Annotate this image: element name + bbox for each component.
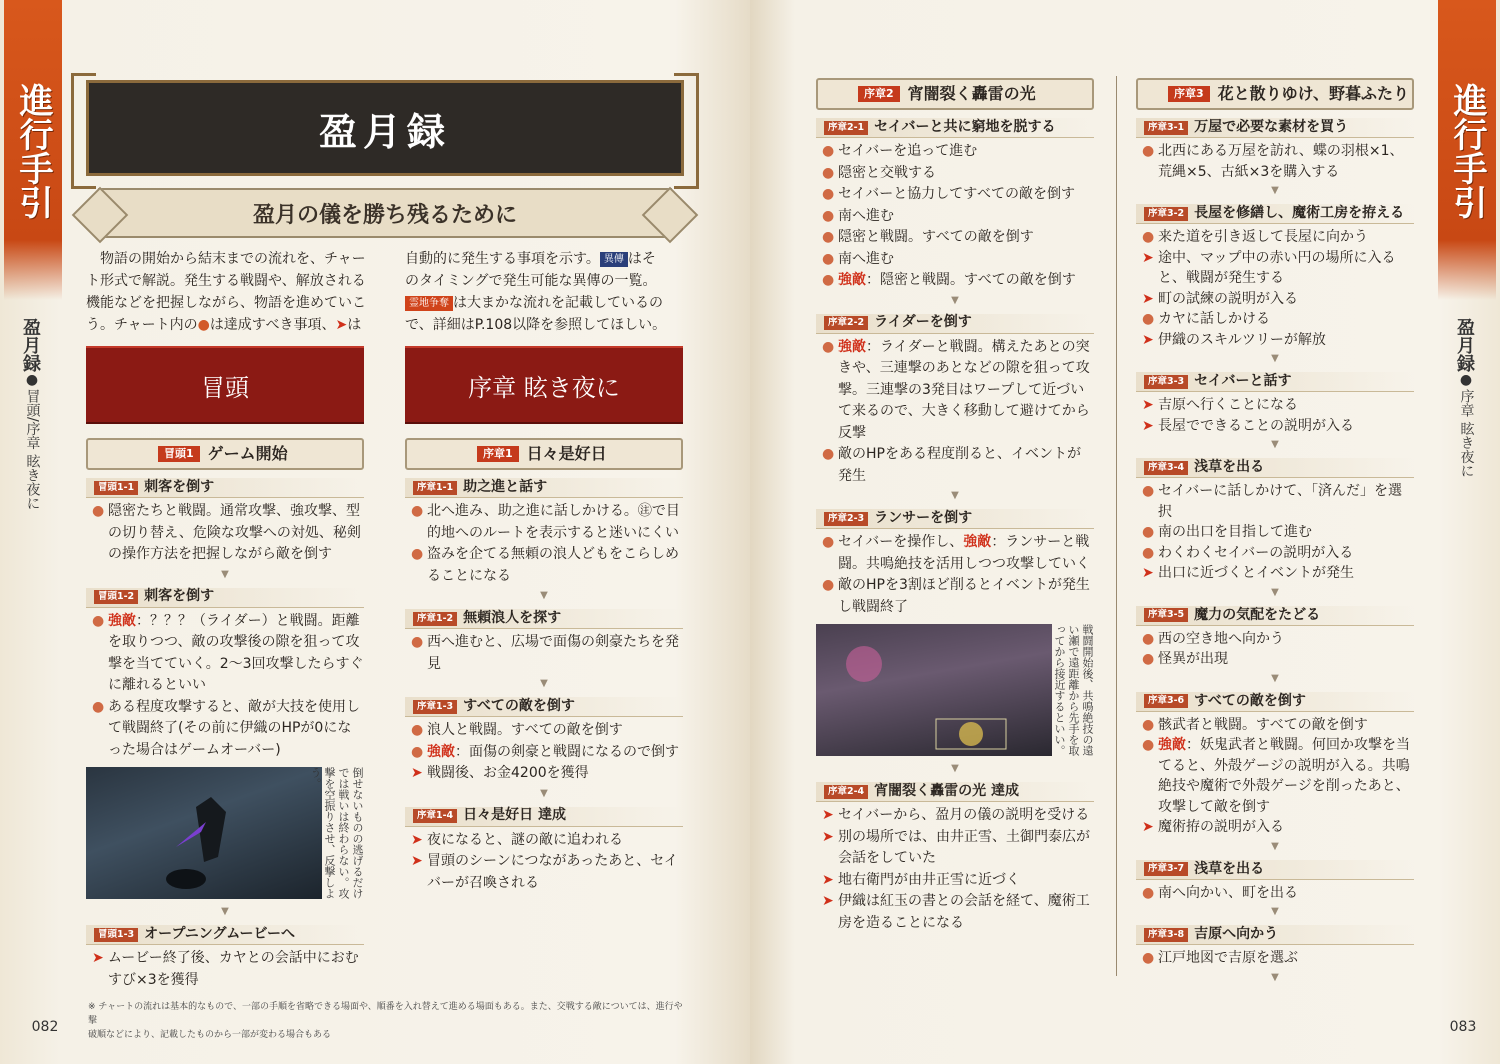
step-title: 刺客を倒す (144, 478, 215, 495)
list-item (405, 501, 683, 544)
dot-icon: ● (1142, 143, 1155, 159)
step-title: オープニングムービーへ (144, 925, 295, 942)
list-item (1136, 395, 1414, 416)
side-text-sub: 序章 眩き夜に (1458, 389, 1475, 478)
list-item (1136, 248, 1414, 289)
step-tag: 冒頭1-1 (94, 481, 138, 495)
step-tag: 序章3-3 (1144, 375, 1188, 389)
list-item (1136, 817, 1414, 838)
step-header (405, 697, 683, 717)
step-title: ランサーを倒す (874, 509, 973, 526)
footnote (88, 1000, 688, 1042)
step-header (1136, 692, 1414, 712)
footnote-line: ※ チャートの流れは基本的なもので、一部の手順を省略できる場面や、順番を入れ替えて進める場面もある。また、交戦する敵については、進行や撃 (88, 1002, 683, 1026)
item-text: 怪異が出現 (1158, 651, 1228, 667)
arrow-icon: ➤ (92, 950, 104, 966)
chapter-title: 花と散りゆけ、野暮ふたり (1217, 83, 1410, 103)
list-item (816, 184, 1094, 206)
list-item (816, 206, 1094, 228)
list-item (1136, 883, 1414, 904)
step-tag: 冒頭1-2 (94, 590, 138, 604)
item-text: ：隠密と戦闘。すべての敵を倒す (866, 272, 1076, 288)
step-header (405, 478, 683, 498)
list-item (1136, 141, 1414, 182)
item-text: 北へ進み、助之進に話しかける。㊟で目的地へのルートを表示すると迷いにくい (427, 503, 680, 541)
arrow-icon: ➤ (1142, 290, 1154, 307)
step-header (86, 478, 364, 498)
dot-icon: ● (411, 546, 424, 562)
list-item (816, 163, 1094, 185)
intro-line: で、詳細はP.108以降を参照してほしい。 (405, 317, 667, 333)
chapter-header (1136, 78, 1414, 110)
arrow-icon: ➤ (411, 831, 423, 848)
subheading: 盈月の儀を勝ち残るために (98, 188, 672, 238)
step-title: セイバーと共に窮地を脱する (874, 118, 1056, 135)
list-item (816, 891, 1094, 934)
arrow-icon: ➤ (411, 853, 423, 869)
step-tag: 序章3-7 (1144, 862, 1188, 876)
arrow-icon: ➤ (1142, 397, 1154, 413)
red-banner-prologue: 冒頭 (86, 346, 364, 424)
step-title: 魔力の気配をたどる (1194, 606, 1321, 623)
arrow-icon: ➤ (822, 871, 834, 888)
list-item (405, 830, 683, 852)
item-text: 別の場所では、由井正雪、土御門泰広が会話をしていた (838, 828, 1090, 866)
list-item (1136, 481, 1414, 522)
list-item (1136, 543, 1414, 564)
strong-enemy-label: 強敵 (838, 272, 866, 288)
step-tag: 序章3-1 (1144, 121, 1188, 135)
dot-icon: ● (92, 503, 105, 519)
step-header (1136, 372, 1414, 392)
step-header (405, 609, 683, 629)
red-banner-chapter0: 序章 眩き夜に (405, 346, 683, 424)
list-item (1136, 227, 1414, 248)
step-tag: 序章2-1 (824, 121, 868, 135)
list-item (816, 141, 1094, 163)
step-tag: 序章3-6 (1144, 694, 1188, 708)
arrow-icon: ➤ (335, 317, 348, 333)
item-text: 南の出口を目指して進む (1158, 524, 1312, 540)
dot-icon: ● (1142, 716, 1155, 733)
step-title: 宵闇裂く轟雷の光 達成 (874, 782, 1020, 799)
dot-icon: ● (1142, 950, 1155, 966)
dot-icon: ● (411, 634, 424, 650)
step-header (1136, 204, 1414, 224)
list-item (405, 632, 683, 675)
item-text: セイバーを追って進む (838, 143, 978, 159)
item-text: 冒頭のシーンにつながあったあと、セイバーが召喚される (427, 853, 678, 891)
column-2 (405, 438, 683, 894)
item-text: 南へ進む (838, 250, 894, 267)
dot-icon: ● (92, 698, 105, 715)
chapter-header (86, 438, 364, 470)
list-item (816, 444, 1094, 487)
side-dot: ● (25, 372, 39, 388)
title-banner: 盈月録 (86, 80, 684, 176)
step-tag: 序章2-2 (824, 316, 868, 330)
item-text: 戦闘後、お金4200を獲得 (427, 765, 589, 781)
side-text-right (1454, 318, 1478, 477)
down-arrow-icon: ▼ (1271, 971, 1279, 983)
screenshot-figure (86, 767, 364, 899)
item-text: ：？？？（ライダー）と戦闘。距離を取りつつ、敵の攻撃後の隙を狙って攻撃を当てていく。2～3回攻撃したらすぐに離れるといい (108, 612, 364, 693)
item-text: セイバーと協力してすべての敵を倒す (838, 186, 1076, 202)
dot-icon: ● (1142, 651, 1155, 667)
intro-left (86, 248, 368, 336)
side-text-sub: 冒頭/序章 眩き夜に (24, 389, 41, 511)
dot-icon: ● (822, 164, 835, 181)
strong-enemy-label: 強敵 (108, 612, 136, 629)
intro-line: のタイミングで発生可能な異傳の一覧。 (405, 273, 657, 289)
step-title: すべての敵を倒す (463, 697, 575, 714)
step-title: ライダーを倒す (874, 314, 972, 331)
item-text: 北西にある万屋を訪れ、蝶の羽根×1、荒縄×5、古紙×3を購入する (1158, 143, 1404, 180)
list-item (1136, 649, 1414, 670)
game-screenshot (86, 767, 322, 899)
column-1 (86, 438, 364, 991)
dot-icon: ● (1142, 630, 1155, 647)
item-text: 西へ進むと、広場で面傷の剣豪たちを発見 (427, 634, 679, 672)
arrow-icon: ➤ (1142, 819, 1154, 835)
step-tag: 序章1-3 (413, 700, 457, 714)
step-header (86, 588, 364, 608)
step-header (816, 314, 1094, 334)
list-item (1136, 563, 1414, 584)
arrow-icon: ➤ (411, 765, 423, 781)
list-item (816, 575, 1094, 618)
list-item (816, 270, 1094, 292)
item-text: 南へ向かい、町を出る (1158, 884, 1298, 901)
down-arrow-icon: ▼ (951, 294, 959, 306)
list-item (405, 763, 683, 785)
column-4 (1136, 78, 1414, 987)
item-text: 江戸地図で吉原を選ぶ (1158, 950, 1298, 966)
strong-enemy-label: 強敵 (1158, 737, 1186, 753)
intro-line: 物語の開始から結末までの流れを、チャー (100, 251, 366, 267)
side-tab-right (1438, 0, 1496, 300)
chapter-tag: 序章2 (858, 86, 900, 102)
step-title: 万屋で必要な素材を買う (1194, 119, 1349, 136)
down-arrow-icon: ▼ (540, 678, 548, 689)
dot-icon: ● (1142, 311, 1155, 327)
item-text: 町の試練の説明が入る (1158, 290, 1298, 307)
intro-text: 自動的に発生する事項を示す。 (405, 251, 600, 267)
intro-line (86, 314, 368, 336)
step-header (816, 782, 1094, 802)
step-tag: 序章3-4 (1144, 461, 1188, 475)
dot-icon: ● (1142, 737, 1155, 753)
step-header (86, 925, 364, 945)
step-header (405, 807, 683, 827)
item-text: ：ライダーと戦闘。構えたあとの突きや、三連撃のあとなどの隙を狙って攻撃。三連撃の3発目はワープして近づいて来るので、大きく移動して避けてから反撃 (838, 338, 1090, 441)
arrow-icon: ➤ (822, 807, 834, 823)
step-tag: 冒頭1-3 (94, 928, 138, 942)
item-text: 地右衛門が由井正雪に近づく (838, 871, 1020, 888)
list-item (816, 532, 1094, 575)
list-item (86, 697, 364, 762)
step-tag: 序章1-4 (413, 809, 457, 823)
dot-icon: ● (411, 722, 424, 738)
item-text: 隠密と交戦する (838, 164, 936, 181)
item-text: 盗みを企てる無頼の浪人どもをこらしめることになる (427, 546, 679, 584)
side-text-main: 盈月録 (1454, 318, 1475, 372)
screenshot-caption: 倒せないものの逃げるだけでは戦いは終わらない。攻撃を空振りさせ、反撃しよう。 (309, 767, 364, 899)
dot-icon: ● (411, 743, 424, 760)
dot-icon: ● (822, 534, 835, 550)
item-text: 出口に近づくとイベントが発生 (1158, 565, 1354, 581)
screenshot-figure (816, 624, 1094, 756)
chapter-tag: 序章3 (1168, 86, 1210, 102)
down-arrow-icon: ▼ (1271, 586, 1279, 598)
list-item (405, 544, 683, 587)
dot-icon: ● (92, 612, 105, 629)
step-header (1136, 860, 1414, 880)
arrow-icon: ➤ (822, 893, 834, 909)
step-title: 長屋を修繕し、魔術工房を拵える (1194, 205, 1405, 222)
step-header (1136, 606, 1414, 626)
item-text: ：ランサーと戦闘。共鳴絶技を活用しつつ攻撃していく (838, 534, 1090, 572)
step-title: 日々是好日 達成 (463, 807, 567, 824)
item-text: 魔術拵の説明が入る (1158, 819, 1284, 835)
side-tab-left (4, 0, 62, 300)
column-3 (816, 78, 1094, 934)
list-item (1136, 715, 1414, 736)
item-text: 長屋でできることの説明が入る (1158, 417, 1354, 434)
list-item (816, 805, 1094, 827)
side-title-left: 進行手引 (13, 83, 53, 219)
step-title: すべての敵を倒す (1194, 692, 1306, 709)
intro-text: う。チャート内の (86, 317, 198, 333)
item-text: 隠密たちと戦闘。通常攻撃、強攻撃、型の切り替え、危険な攻撃への対処、秘剣の操作方法を把握しながら敵を倒す (108, 503, 361, 562)
dot-icon: ● (822, 446, 835, 462)
dot-icon: ● (1142, 229, 1155, 245)
arrow-icon: ➤ (1142, 565, 1154, 581)
list-item (816, 337, 1094, 445)
dot-icon: ● (822, 272, 835, 288)
list-item (1136, 289, 1414, 310)
down-arrow-icon: ▼ (221, 906, 229, 917)
down-arrow-icon: ▼ (1271, 353, 1279, 364)
intro-line (405, 292, 687, 314)
step-header (816, 118, 1094, 138)
item-text: 来た道を引き返して長屋に向かう (1158, 229, 1368, 245)
intro-text: は達成すべき事項、 (209, 317, 336, 333)
item-text: セイバーから、盈月の儀の説明を受ける (838, 807, 1090, 823)
step-tag: 序章3-2 (1144, 207, 1188, 221)
page-number-left: 082 (31, 1019, 59, 1035)
chapter-title: ゲーム開始 (207, 444, 288, 464)
list-item (1136, 522, 1414, 543)
step-tag: 序章3-5 (1144, 608, 1188, 622)
game-screenshot (816, 624, 1052, 756)
step-tag: 序章1-1 (413, 481, 457, 495)
list-item (816, 827, 1094, 870)
strong-enemy-label: 強敵 (838, 338, 866, 355)
screenshot-caption: 戦闘開始後、共鳴絶技の遠い瀬で遠距離から先手を取ってから接近するといい。 (1053, 624, 1094, 756)
dot-icon: ● (822, 186, 835, 202)
item-text: 南へ進む (838, 207, 894, 224)
chapter-tag: 冒頭1 (158, 446, 200, 462)
chapter-header (405, 438, 683, 470)
footnote-line: 破順などにより、記載したものから一部が変わる場合もある (88, 1030, 332, 1040)
item-text: 吉原へ行くことになる (1158, 397, 1298, 413)
chapter-title: 宵闇裂く轟雷の光 (907, 84, 1036, 104)
down-arrow-icon: ▼ (1271, 906, 1279, 917)
item-text: 浪人と戦闘。すべての敵を倒す (427, 722, 623, 738)
down-arrow-icon: ▼ (1271, 185, 1279, 196)
item-text: 骸武者と戦闘。すべての敵を倒す (1158, 716, 1368, 733)
dot-icon: ● (1142, 544, 1155, 561)
down-arrow-icon: ▼ (951, 763, 959, 774)
list-item (86, 948, 364, 991)
reichi-tag: 霊地争奪 (405, 296, 453, 311)
item-text: 西の空き地へ向かう (1158, 630, 1284, 647)
item-text: ：妖鬼武者と戦闘。何回か攻撃を当てると、外殻ゲージの説明が入る。共鳴絶技や魔術で外殻ゲージを削ったあと、攻撃して敵を倒す (1158, 737, 1410, 815)
arrow-icon: ➤ (1142, 331, 1154, 348)
dot-icon: ● (411, 503, 424, 519)
down-arrow-icon: ▼ (951, 490, 959, 501)
chapter-header (816, 78, 1094, 110)
down-arrow-icon: ▼ (1271, 840, 1279, 852)
column-divider (1116, 76, 1117, 976)
arrow-icon: ➤ (1142, 249, 1154, 266)
list-item (1136, 309, 1414, 330)
item-text: 敵のHPを3割ほど削るとイベントが発生し戦闘終了 (838, 577, 1090, 615)
item-text: 夜になると、謎の敵に追われる (427, 831, 623, 848)
list-item (816, 249, 1094, 271)
dot-icon: ● (822, 143, 835, 159)
ideno-tag: 異傳 (600, 252, 628, 267)
side-dot: ● (1459, 372, 1473, 388)
step-title: 吉原へ向かう (1194, 926, 1279, 943)
list-item (405, 742, 683, 764)
step-title: セイバーと話す (1194, 373, 1292, 390)
item-text: 敵のHPをある程度削ると、イベントが発生 (838, 446, 1081, 484)
item-text: ムービー終了後、カヤとの会話中におむすび×3を獲得 (108, 950, 359, 988)
dot-icon: ● (822, 577, 835, 593)
down-arrow-icon: ▼ (540, 590, 548, 601)
list-item (86, 611, 364, 697)
step-title: 浅草を出る (1194, 860, 1265, 877)
step-header (1136, 118, 1414, 138)
list-item (1136, 416, 1414, 437)
step-tag: 序章3-8 (1144, 928, 1188, 942)
step-header (1136, 458, 1414, 478)
item-text: セイバーに話しかけて、「済んだ」を選択 (1158, 483, 1403, 520)
item-text: 隠密と戦闘。すべての敵を倒す (838, 229, 1034, 245)
dot-icon: ● (1142, 483, 1155, 499)
down-arrow-icon: ▼ (1271, 672, 1279, 684)
list-item (1136, 629, 1414, 650)
dot-icon: ● (822, 229, 835, 245)
chapter-title: 日々是好日 (526, 444, 607, 464)
item-text: ：面傷の剣豪と戦闘になるので倒す (455, 743, 679, 760)
step-header (1136, 925, 1414, 945)
step-header (816, 509, 1094, 529)
intro-line (405, 248, 687, 270)
list-item (1136, 330, 1414, 351)
intro-right (405, 248, 687, 336)
chapter-tag: 序章1 (477, 446, 519, 462)
step-title: 無頼浪人を探す (463, 609, 562, 626)
item-text: ある程度攻撃すると、敵が大技を使用して戦闘終了(その前に伊織のHPが0になった場合はゲームオーバー) (108, 698, 360, 758)
intro-text: は大まかな流れを記載しているの (453, 295, 663, 311)
side-text-main: 盈月録 (20, 318, 41, 372)
intro-text: は (347, 317, 362, 333)
list-item (86, 501, 364, 566)
list-item (405, 720, 683, 742)
dot-icon: ● (822, 338, 835, 355)
step-tag: 序章1-2 (413, 612, 457, 626)
down-arrow-icon: ▼ (221, 568, 229, 580)
intro-line: 機能などを把握しながら、物語を進めていこ (86, 295, 366, 311)
list-item (1136, 735, 1414, 817)
side-text-left (20, 318, 44, 510)
strong-enemy-label: 強敵 (427, 743, 455, 760)
list-item (1136, 948, 1414, 969)
arrow-icon: ➤ (1142, 417, 1154, 434)
page-number-right: 083 (1449, 1019, 1477, 1035)
dot-icon: ● (1142, 884, 1155, 901)
strong-enemy-label: 強敵 (963, 534, 992, 550)
item-text: 途中、マップ中の赤い円の場所に入ると、戦闘が発生する (1158, 249, 1396, 286)
step-title: 助之進と話す (463, 478, 548, 495)
item-text: 伊織は紅玉の書との会話を経て、魔術工房を造ることになる (838, 893, 1090, 931)
side-title-right: 進行手引 (1447, 83, 1487, 219)
dot-icon: ● (1142, 524, 1155, 540)
list-item (816, 227, 1094, 249)
step-title: 浅草を出る (1194, 459, 1265, 476)
step-tag: 序章2-3 (824, 512, 868, 526)
list-item (405, 851, 683, 894)
dot-icon: ● (822, 250, 835, 267)
item-text: カヤに話しかける (1158, 311, 1270, 327)
step-tag: 序章2-4 (824, 785, 868, 799)
intro-text: はそ (627, 251, 656, 267)
item-text: セイバーを操作し、 (838, 534, 964, 550)
down-arrow-icon: ▼ (540, 787, 548, 799)
list-item (816, 870, 1094, 892)
down-arrow-icon: ▼ (1271, 439, 1279, 450)
arrow-icon: ➤ (822, 828, 834, 845)
dot-icon: ● (197, 317, 210, 333)
item-text: わくわくセイバーの説明が入る (1158, 544, 1354, 561)
dot-icon: ● (822, 207, 835, 224)
step-title: 刺客を倒す (144, 588, 215, 605)
intro-line: ト形式で解説。発生する戦闘や、解放される (86, 273, 366, 289)
item-text: 伊織のスキルツリーが解放 (1158, 331, 1326, 348)
